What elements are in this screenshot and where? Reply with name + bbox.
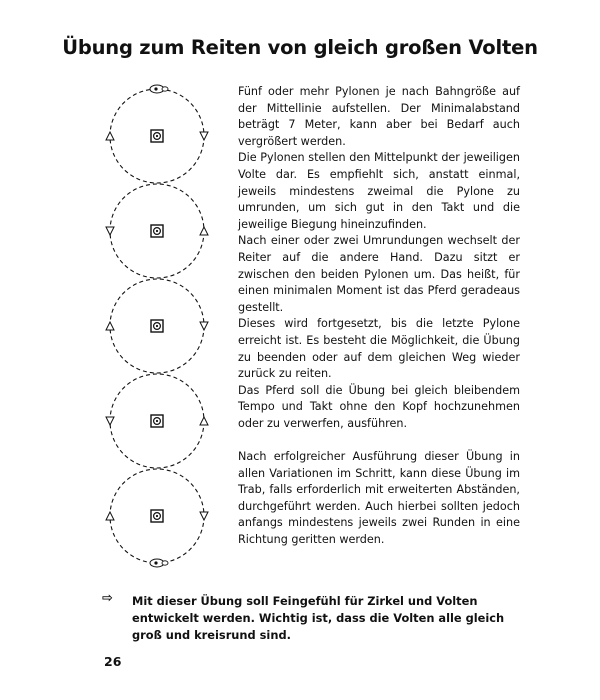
arrow-triangle-icon [106, 322, 114, 330]
paragraph-pylons: Die Pylonen stellen den Mittelpunkt der jeweiligen Volte dar. Es empfiehlt sich, anstatt einmal, jeweils mindestens zweimal die Pylone zu umrunden, um sich gut in den Takt und die jeweilige Biegung hineinzufinden. [238, 151, 520, 231]
arrow-triangle-icon [200, 227, 208, 235]
paragraph-gap [238, 432, 520, 449]
paragraph-change-hand: Nach einer oder zwei Umrundungen wechselt der Reiter auf die andere Hand. Dazu sitzt er zwischen den beiden Pylonen um. Das heißt, für einen minimalen Moment ist das Pferd geradeaus gestellt. [238, 234, 520, 314]
page-title: Übung zum Reiten von gleich großen Volten [62, 36, 538, 59]
body-text [238, 84, 520, 549]
paragraph-continue: Dieses wird fortgesetzt, bis die letzte Pylone erreicht ist. Es besteht die Möglichkeit, die Übung zu beenden oder auf dem gleichen Weg wieder zurück zu reiten. [238, 317, 520, 381]
arrow-triangle-icon [200, 512, 208, 520]
page-number: 26 [104, 654, 122, 669]
pylon-icon [151, 130, 163, 142]
volte-diagram [80, 70, 240, 590]
note-text: Mit dieser Übung soll Feingefühl für Zirkel und Volten entwickelt werden. Wichtig ist, dass die Volten alle gleich groß und kreisrund sind. [132, 594, 505, 642]
pylon-icon [151, 225, 163, 237]
paragraph-tempo: Das Pferd soll die Übung bei gleich bleibendem Tempo und Takt ohne den Kopf hochzunehmen oder zu verwerfen, ausführen. [238, 383, 520, 430]
arrow-triangle-icon [106, 417, 114, 425]
pylon-icon [151, 510, 163, 522]
arrow-triangle-icon [200, 322, 208, 330]
horse-icon [150, 559, 168, 567]
arrow-right-icon: ⇨ [102, 591, 113, 606]
note [102, 593, 522, 644]
paragraph-trot: Nach erfolgreicher Ausführung dieser Übung in allen Variationen im Schritt, kann diese Übung im Trab, falls erforderlich mit erweiterten Abständen, durchgeführt werden. Auch hierbei sollten jedoch anfangs mindestens jeweils zwei Runden in eine Richtung geritten werden. [238, 450, 520, 547]
arrow-triangle-icon [200, 417, 208, 425]
volte-circles [106, 85, 208, 567]
pylon-icon [151, 320, 163, 332]
arrow-triangle-icon [106, 512, 114, 520]
arrow-triangle-icon [200, 132, 208, 140]
paragraph-setup: Fünf oder mehr Pylonen je nach Bahngröße auf der Mittellinie aufstellen. Der Minimalabstand beträgt 7 Meter, kann aber bei Bedarf auch vergrößert werden. [238, 85, 520, 148]
arrow-triangle-icon [106, 132, 114, 140]
pylon-icon [151, 415, 163, 427]
horse-icon [150, 85, 168, 93]
arrow-triangle-icon [106, 227, 114, 235]
